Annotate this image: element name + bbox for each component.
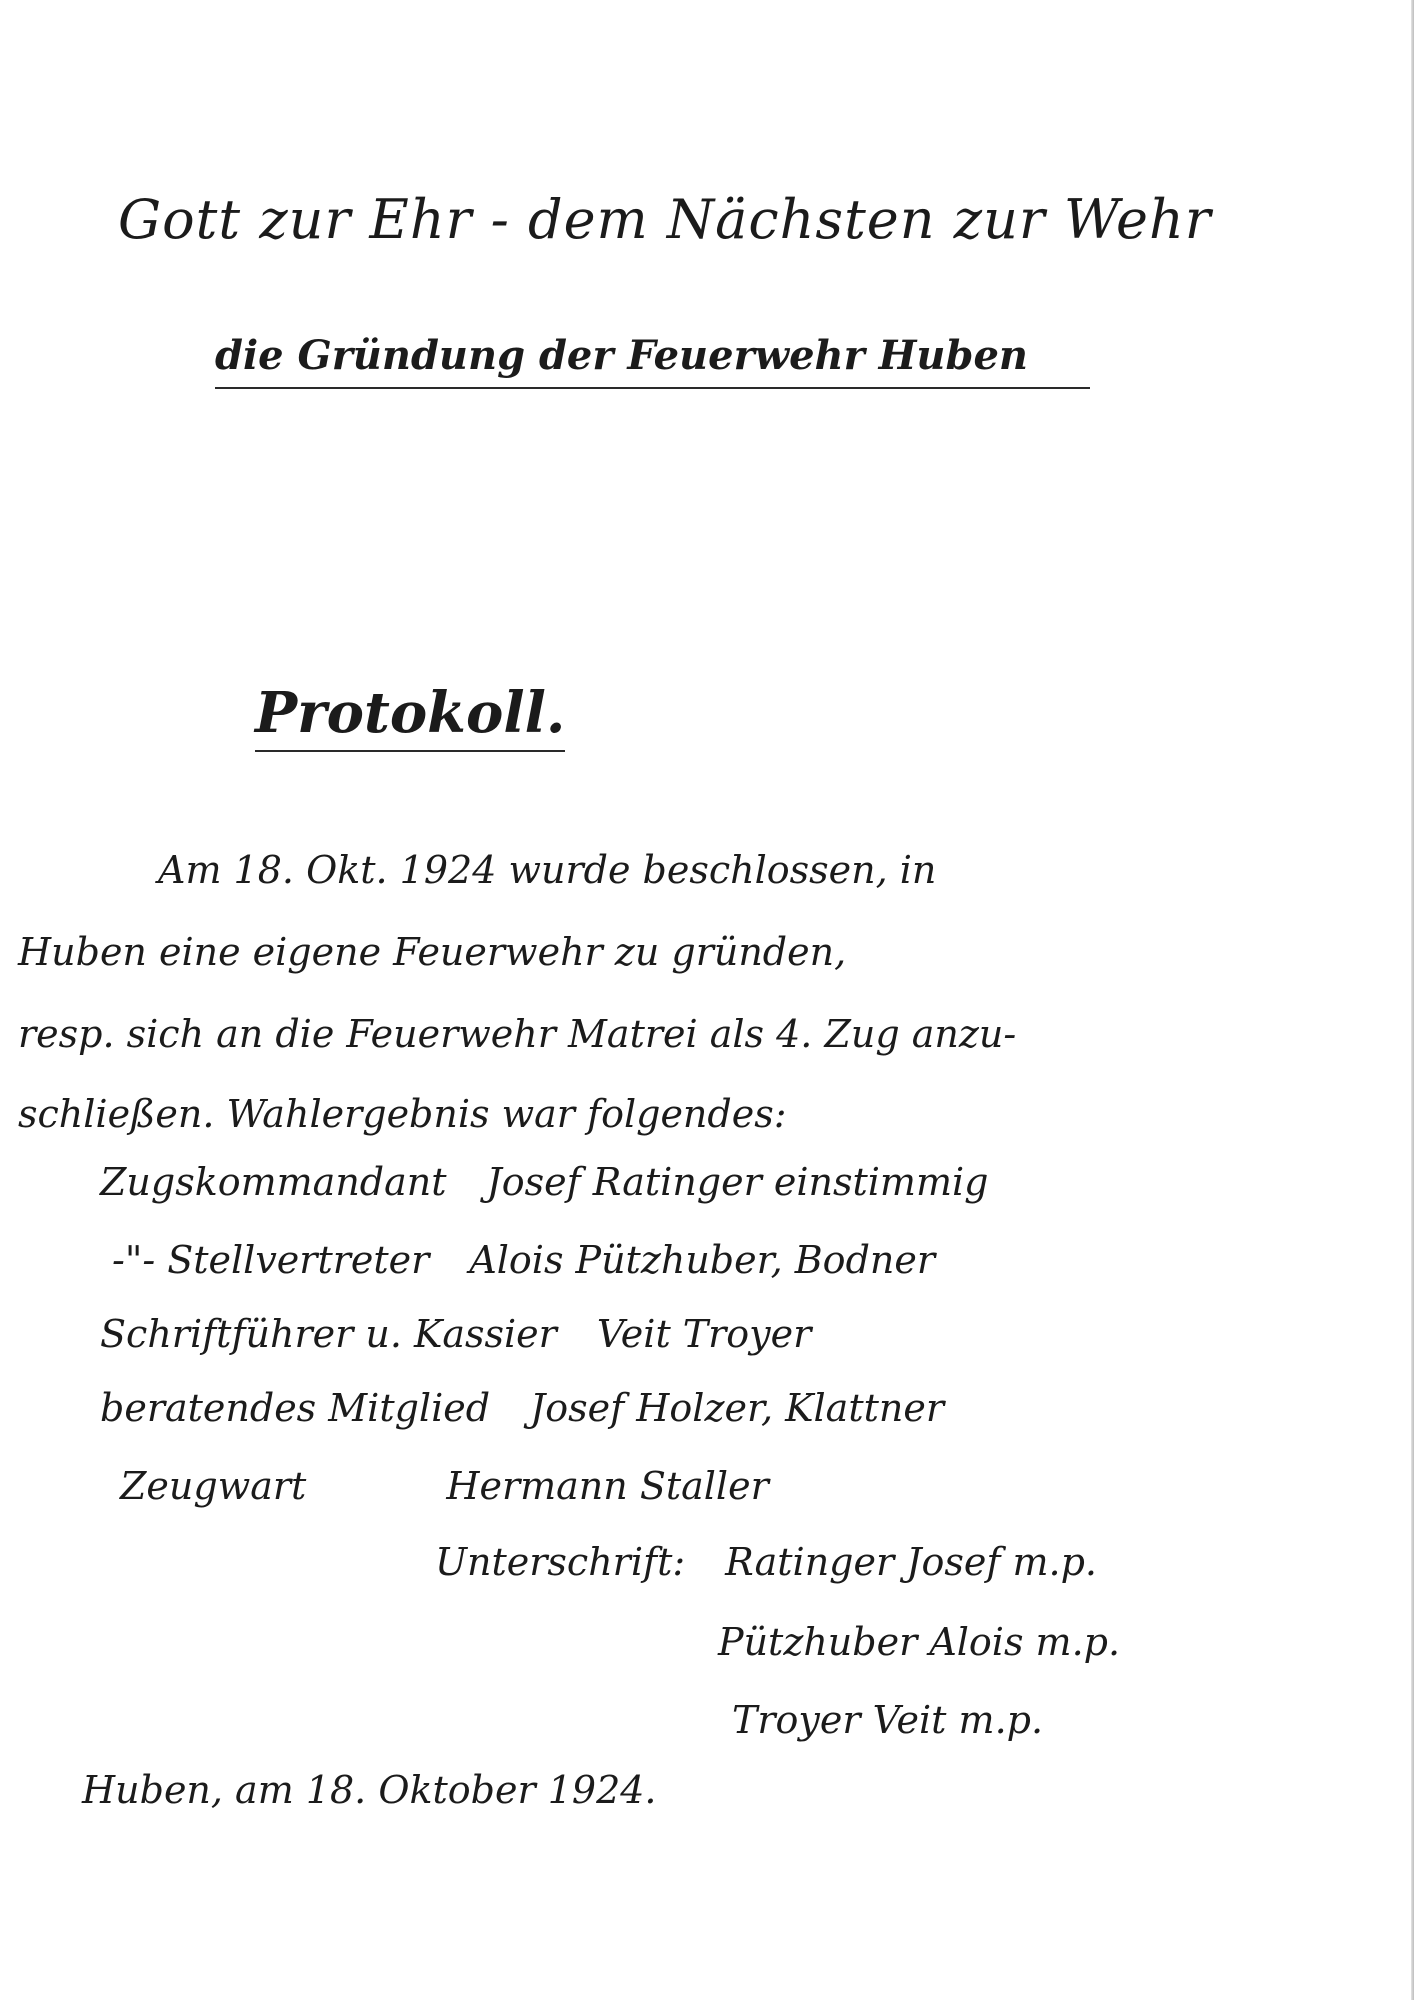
subtitle: die Gründung der Feuerwehr Huben: [215, 332, 1090, 389]
body-line: Huben eine eigene Feuerwehr zu gründen,: [18, 930, 847, 974]
officer-role: Zugskommandant: [100, 1160, 447, 1204]
officer-person: Veit Troyer: [596, 1312, 812, 1356]
officer-row: [112, 1238, 935, 1282]
officer-role: Schriftführer u. Kassier: [100, 1312, 557, 1356]
closing-place-date: Huben, am 18. Oktober 1924.: [82, 1768, 657, 1812]
body-line: Am 18. Okt. 1924 wurde beschlossen, in: [158, 848, 937, 892]
officer-row: [100, 1386, 944, 1430]
signature: Ratinger Josef m.p.: [725, 1540, 1097, 1584]
motto-title: Gott zur Ehr - dem Nächsten zur Wehr: [118, 188, 1212, 251]
officer-role: -"- Stellvertreter: [112, 1238, 430, 1282]
officer-person: Alois Pützhuber, Bodner: [469, 1238, 936, 1282]
officer-person: Josef Ratinger einstimmig: [486, 1160, 989, 1204]
body-line: schließen. Wahlergebnis war folgendes:: [18, 1092, 787, 1136]
signature: Troyer Veit m.p.: [732, 1698, 1044, 1742]
officer-person: Hermann Staller: [446, 1464, 769, 1508]
officer-row: [100, 1160, 988, 1204]
signatures-label: Unterschrift:: [435, 1540, 686, 1584]
signature: Pützhuber Alois m.p.: [718, 1620, 1121, 1664]
officer-row: [100, 1312, 811, 1356]
protocol-heading: Protokoll.: [255, 680, 565, 752]
officer-row: [120, 1464, 769, 1508]
body-line: resp. sich an die Feuerwehr Matrei als 4. Zug anzu-: [18, 1012, 1017, 1056]
officer-person: Josef Holzer, Klattner: [530, 1386, 944, 1430]
signature-row: [435, 1540, 1097, 1584]
officer-role: Zeugwart: [120, 1464, 307, 1508]
officer-role: beratendes Mitglied: [100, 1386, 491, 1430]
